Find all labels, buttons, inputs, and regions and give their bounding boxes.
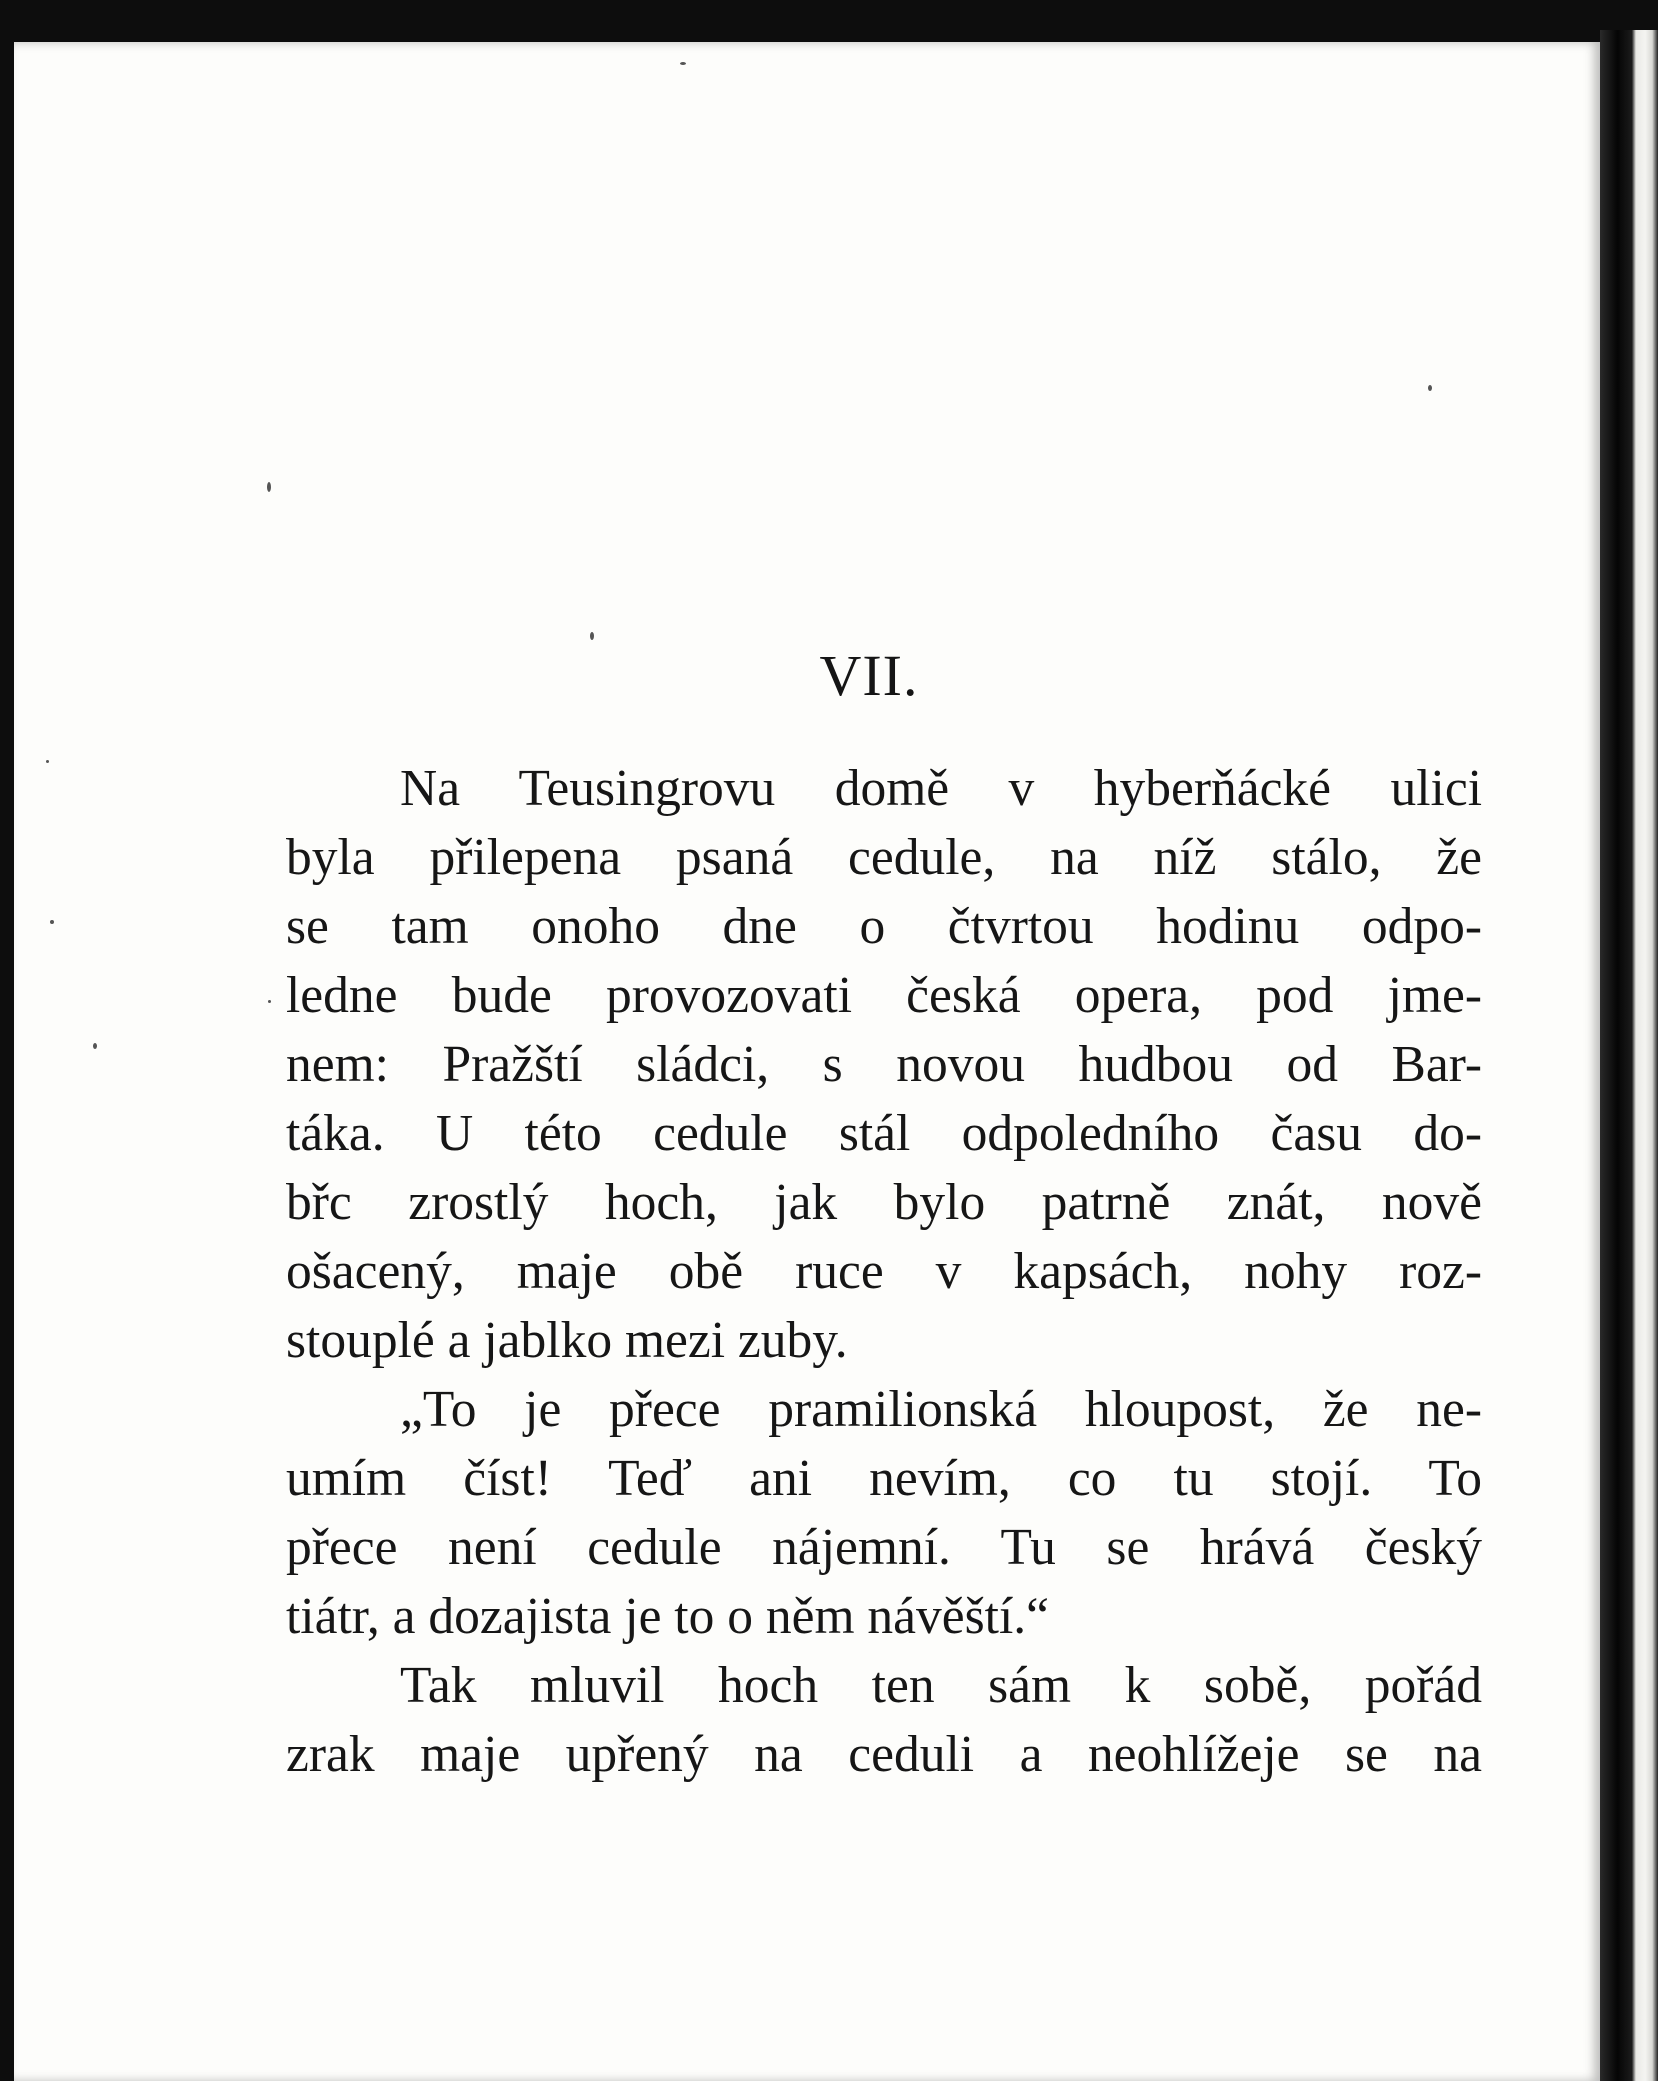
scan-speck xyxy=(267,482,271,492)
text-line: břc zrostlý hoch, jak bylo patrně znát, nově xyxy=(286,1174,1482,1231)
chapter-heading: VII. xyxy=(819,643,919,708)
text-line: táka. U této cedule stál odpoledního času do- xyxy=(286,1105,1482,1162)
scan-speck xyxy=(680,62,686,65)
text-line: tiátr, a dozajista je to o něm návěští.“ xyxy=(286,1588,1050,1645)
text-line: přece není cedule nájemní. Tu se hrává český xyxy=(286,1519,1482,1576)
scan-speck xyxy=(1428,385,1432,391)
scan-speck xyxy=(46,760,49,763)
text-line: ledne bude provozovati česká opera, pod jme- xyxy=(286,967,1482,1024)
text-line: nem: Pražští sládci, s novou hudbou od Bar- xyxy=(286,1036,1482,1093)
text-line: byla přilepena psaná cedule, na níž stálo, že xyxy=(286,829,1482,886)
scan-speck xyxy=(268,1000,271,1003)
text-line: stouplé a jablko mezi zuby. xyxy=(286,1312,848,1369)
text-line: se tam onoho dne o čtvrtou hodinu odpo- xyxy=(286,898,1482,955)
scan-speck xyxy=(590,632,594,640)
text-line: umím číst! Teď ani nevím, co tu stojí. To xyxy=(286,1450,1482,1507)
page-binding-edge xyxy=(1600,30,1658,2081)
text-line: Tak mluvil hoch ten sám k sobě, pořád xyxy=(400,1657,1482,1714)
scan-speck xyxy=(93,1043,97,1049)
body-text xyxy=(286,754,1482,1789)
text-line: Na Teusingrovu domě v hyberňácké ulici xyxy=(400,760,1482,817)
text-line: „To je přece pramilionská hloupost, že ne- xyxy=(400,1381,1482,1438)
text-line: ošacený, maje obě ruce v kapsách, nohy roz- xyxy=(286,1243,1482,1300)
scan-speck xyxy=(50,920,54,924)
text-line: zrak maje upřený na ceduli a neohlížeje se na xyxy=(286,1726,1482,1783)
